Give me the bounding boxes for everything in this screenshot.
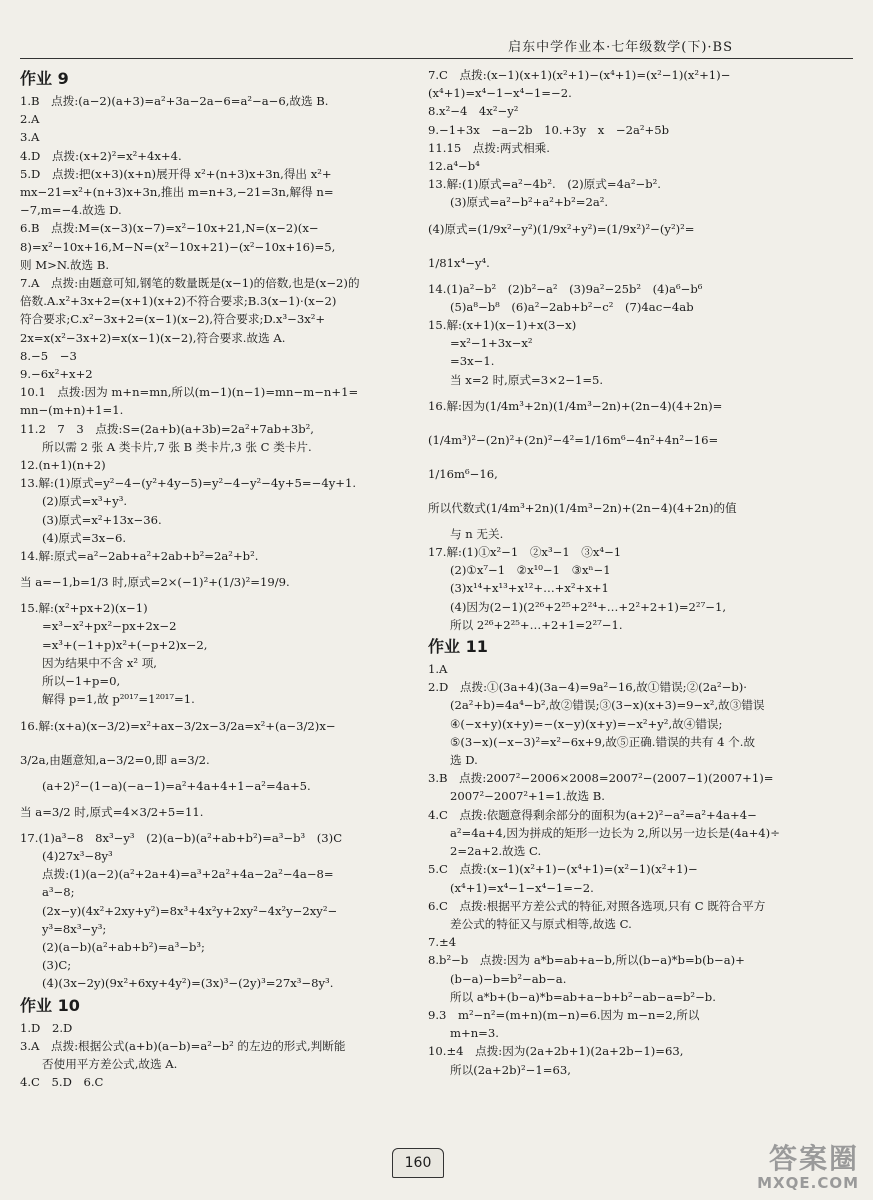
answer-line: ⑤(3−x)(−x−3)²=x²−6x+9,故⑤正确.错误的共有 4 个.故 [450, 734, 756, 749]
answer-line: m+n=3. [450, 1026, 499, 1041]
answer-line: 13.解:(1)原式=a²−4b². (2)原式=4a²−b². [428, 177, 661, 192]
answer-line: 9.−1+3x −a−2b 10.+3y x −2a²+5b [428, 122, 670, 137]
answer-line: 4.C 点拨:依题意得剩余部分的面积为(a+2)²−a²=a²+4a+4− [428, 807, 757, 822]
answer-line: 5.C 点拨:(x−1)(x²+1)−(x⁴+1)=(x²−1)(x²+1)− [428, 862, 698, 877]
answer-line: (3)原式=x²+13x−36. [42, 512, 162, 527]
answer-line: mn−(m+n)+1=1. [20, 403, 124, 418]
answer-line: 所以 a*b+(b−a)*b=ab+a−b+b²−ab−a=b²−b. [450, 989, 716, 1004]
answer-line: 差公式的特征又与原式相等,故选 C. [450, 916, 632, 931]
answer-line: 所以代数式(1/4m³+2n)(1/4m³−2n)+(2n−4)(4+2n)的值 [428, 500, 737, 515]
answer-line: 1.D 2.D [20, 1020, 73, 1035]
answer-line: 否使用平方差公式,故选 A. [42, 1056, 178, 1071]
answer-line: a³−8; [42, 885, 75, 900]
answer-line: (2a²+b)=4a⁴−b²,故②错误;③(3−x)(x+3)=9−x²,故③错误 [450, 698, 765, 713]
answer-line: (3)C; [42, 958, 72, 973]
answer-line: 14.解:原式=a²−2ab+a²+2ab+b²=2a²+b². [20, 549, 259, 564]
right-column [428, 66, 828, 1079]
answer-line: 解得 p=1,故 p²⁰¹⁷=1²⁰¹⁷=1. [42, 692, 195, 707]
section-heading: 作业 10 [20, 995, 80, 1015]
answer-line: 当 a=3/2 时,原式=4×3/2+5=11. [20, 804, 204, 819]
watermark-logo: 答案圈 [768, 1142, 859, 1175]
answer-line: 15.解:(x+1)(x−1)+x(3−x) [428, 318, 577, 333]
section-heading: 作业 11 [428, 637, 488, 657]
answer-line: 8.x²−4 4x²−y² [428, 104, 519, 119]
answer-line: 选 D. [450, 753, 478, 768]
answer-line: 16.解:因为(1/4m³+2n)(1/4m³−2n)+(2n−4)(4+2n)= [428, 398, 723, 413]
answer-line: (4)因为(2−1)(2²⁶+2²⁵+2²⁴+…+2²+2+1)=2²⁷−1, [450, 599, 727, 614]
answer-line: 倍数.A.x²+3x+2=(x+1)(x+2)不符合要求;B.3(x−1)·(x−2) [20, 294, 337, 309]
answer-line: (5)a⁸−b⁸ (6)a²−2ab+b²−c² (7)4ac−4ab [450, 299, 694, 314]
answer-line: 3.A [20, 130, 40, 145]
answer-line: 因为结果中不含 x² 项, [42, 655, 157, 670]
answer-line: −7,m=−4.故选 D. [20, 203, 122, 218]
answer-line: 1/81x⁴−y⁴. [428, 255, 490, 270]
answer-line: 3.A 点拨:根据公式(a+b)(a−b)=a²−b² 的左边的形式,判断能 [20, 1038, 346, 1053]
answer-line: (3)原式=a²−b²+a²+b²=2a². [450, 195, 609, 210]
answer-line: ④(−x+y)(x+y)=−(x−y)(x+y)=−x²+y²,故④错误; [450, 716, 723, 731]
answer-line: 2=2a+2.故选 C. [450, 844, 542, 859]
answer-line: 6.C 点拨:根据平方差公式的特征,对照各选项,只有 C 既符合平方 [428, 898, 766, 913]
answer-line: 5.D 点拨:把(x+3)(x+n)展开得 x²+(n+3)x+3n,得出 x²+ [20, 166, 332, 181]
answer-line: 10.1 点拨:因为 m+n=mn,所以(m−1)(n−1)=mn−m−n+1= [20, 385, 359, 400]
header-title: 启东中学作业本·七年级数学(下)·BS [508, 40, 733, 55]
section-heading: 作业 9 [20, 69, 69, 88]
answer-line: 1.B 点拨:(a−2)(a+3)=a²+3a−2a−6=a²−a−6,故选 B. [20, 94, 329, 108]
answer-line: 4.D 点拨:(x+2)²=x²+4x+4. [20, 148, 182, 163]
answer-line: 1/16m⁶−16, [428, 466, 498, 481]
answer-line: (4)原式=(1/9x²−y²)(1/9x²+y²)=(1/9x²)²−(y²)²= [428, 221, 695, 236]
answer-line: 2.A [20, 112, 40, 127]
answer-line: 所以−1+p=0, [42, 674, 121, 689]
answer-line: (3)x¹⁴+x¹³+x¹²+…+x²+x+1 [450, 581, 609, 596]
answer-line: 点拨:(1)(a−2)(a²+2a+4)=a³+2a²+4a−2a²−4a−8= [42, 867, 334, 882]
answer-line: 16.解:(x+a)(x−3/2)=x²+ax−3/2x−3/2a=x²+(a−3/2)x− [20, 718, 336, 733]
answer-line: 4.C 5.D 6.C [20, 1075, 104, 1090]
answer-line: 则 M>N.故选 B. [20, 257, 110, 272]
watermark-url: MXQE.COM [757, 1174, 859, 1192]
answer-line: (x⁴+1)=x⁴−1−x⁴−1=−2. [428, 86, 572, 101]
answer-line: 7.C 点拨:(x−1)(x+1)(x²+1)−(x⁴+1)=(x²−1)(x²+1)− [428, 68, 731, 82]
answer-line: 2x=x(x²−3x+2)=x(x−1)(x−2),符合要求.故选 A. [20, 330, 286, 345]
answer-line: =3x−1. [450, 354, 495, 369]
answer-line: 17.(1)a³−8 8x³−y³ (2)(a−b)(a²+ab+b²)=a³−b³ (3)C [20, 830, 343, 845]
answer-line: (x⁴+1)=x⁴−1−x⁴−1=−2. [450, 880, 594, 895]
answer-line: 8.b²−b 点拨:因为 a*b=ab+a−b,所以(b−a)*b=b(b−a)+ [428, 953, 745, 968]
answer-line: 13.解:(1)原式=y²−4−(y²+4y−5)=y²−4−y²−4y+5=−4y+1. [20, 476, 357, 491]
answer-line: 9.−6x²+x+2 [20, 367, 93, 382]
answer-line: y³=8x³−y³; [42, 921, 107, 936]
answer-line: 8)=x²−10x+16,M−N=(x²−10x+21)−(x²−10x+16)=5, [20, 239, 336, 254]
answer-line: 17.解:(1)①x²−1 ②x³−1 ③x⁴−1 [428, 545, 622, 560]
answer-line: 3.B 点拨:2007²−2006×2008=2007²−(2007−1)(2007+1)= [428, 771, 774, 786]
answer-line: 11.15 点拨:两式相乘. [428, 140, 550, 155]
answer-line: 14.(1)a²−b² (2)b²−a² (3)9a²−25b² (4)a⁶−b⁶ [428, 281, 703, 296]
page-number: 160 [392, 1148, 444, 1178]
watermark [757, 1144, 859, 1192]
answer-line: mx−21=x²+(n+3)x+3n,推出 m=n+3,−21=3n,解得 n= [20, 185, 334, 200]
answer-line: 10.±4 点拨:因为(2a+2b+1)(2a+2b−1)=63, [428, 1044, 684, 1059]
page-header [20, 28, 853, 59]
answer-line: 7.±4 [428, 935, 457, 950]
answer-line: 12.(n+1)(n+2) [20, 458, 106, 473]
answer-line: =x³−x²+px²−px+2x−2 [42, 619, 177, 634]
left-column [20, 66, 416, 1091]
answer-line: 1.A [428, 662, 448, 677]
answer-line: 9.3 m²−n²=(m+n)(m−n)=6.因为 m−n=2,所以 [428, 1007, 700, 1022]
answer-line: (4)原式=3x−6. [42, 530, 127, 545]
answer-line: (4)(3x−2y)(9x²+6xy+4y²)=(3x)³−(2y)³=27x³−8y³. [42, 976, 334, 991]
answer-line: 6.B 点拨:M=(x−3)(x−7)=x²−10x+21,N=(x−2)(x− [20, 221, 319, 236]
answer-line: (a+2)²−(1−a)(−a−1)=a²+4a+4+1−a²=4a+5. [42, 778, 311, 793]
answer-line: 符合要求;C.x²−3x+2=(x−1)(x−2),符合要求;D.x³−3x²+ [20, 312, 326, 327]
answer-line: (b−a)−b=b²−ab−a. [450, 971, 567, 986]
answer-line: 2.D 点拨:①(3a+4)(3a−4)=9a²−16,故①错误;②(2a²−b)· [428, 680, 747, 695]
answer-line: (2x−y)(4x²+2xy+y²)=8x³+4x²y+2xy²−4x²y−2xy²− [42, 903, 338, 918]
answer-line: 12.a⁴−b⁴ [428, 159, 480, 174]
answer-line: 11.2 7 3 点拨:S=(2a+b)(a+3b)=2a²+7ab+3b², [20, 421, 314, 436]
answer-line: =x²−1+3x−x² [450, 336, 533, 351]
answer-line: (2)①x⁷−1 ②x¹⁰−1 ③xⁿ−1 [450, 563, 611, 578]
answer-line: 3/2a,由题意知,a−3/2=0,即 a=3/2. [20, 752, 210, 767]
answer-line: (2)原式=x³+y³. [42, 494, 128, 509]
answer-line: 当 x=2 时,原式=3×2−1=5. [450, 372, 604, 387]
answer-line: 所以 2²⁶+2²⁵+…+2+1=2²⁷−1. [450, 617, 623, 632]
answer-line: 7.A 点拨:由题意可知,钢笔的数量既是(x−1)的倍数,也是(x−2)的 [20, 276, 360, 291]
answer-line: 所以需 2 张 A 类卡片,7 张 B 类卡片,3 张 C 类卡片. [42, 439, 312, 454]
answer-line: 8.−5 −3 [20, 348, 77, 363]
answer-line: (4)27x³−8y³ [42, 848, 113, 863]
answer-line: a²=4a+4,因为拼成的矩形一边长为 2,所以另一边长是(4a+4)÷ [450, 825, 780, 840]
answer-line: (2)(a−b)(a²+ab+b²)=a³−b³; [42, 939, 205, 954]
answer-line: =x³+(−1+p)x²+(−p+2)x−2, [42, 637, 208, 652]
answer-line: 15.解:(x²+px+2)(x−1) [20, 601, 148, 616]
answer-line: 与 n 无关. [450, 526, 504, 541]
answer-line: 2007²−2007²+1=1.故选 B. [450, 789, 605, 804]
answer-line: 所以(2a+2b)²−1=63, [450, 1062, 571, 1077]
answer-line: (1/4m³)²−(2n)²+(2n)²−4²=1/16m⁶−4n²+4n²−16= [428, 432, 719, 447]
answer-line: 当 a=−1,b=1/3 时,原式=2×(−1)²+(1/3)²=19/9. [20, 575, 290, 590]
